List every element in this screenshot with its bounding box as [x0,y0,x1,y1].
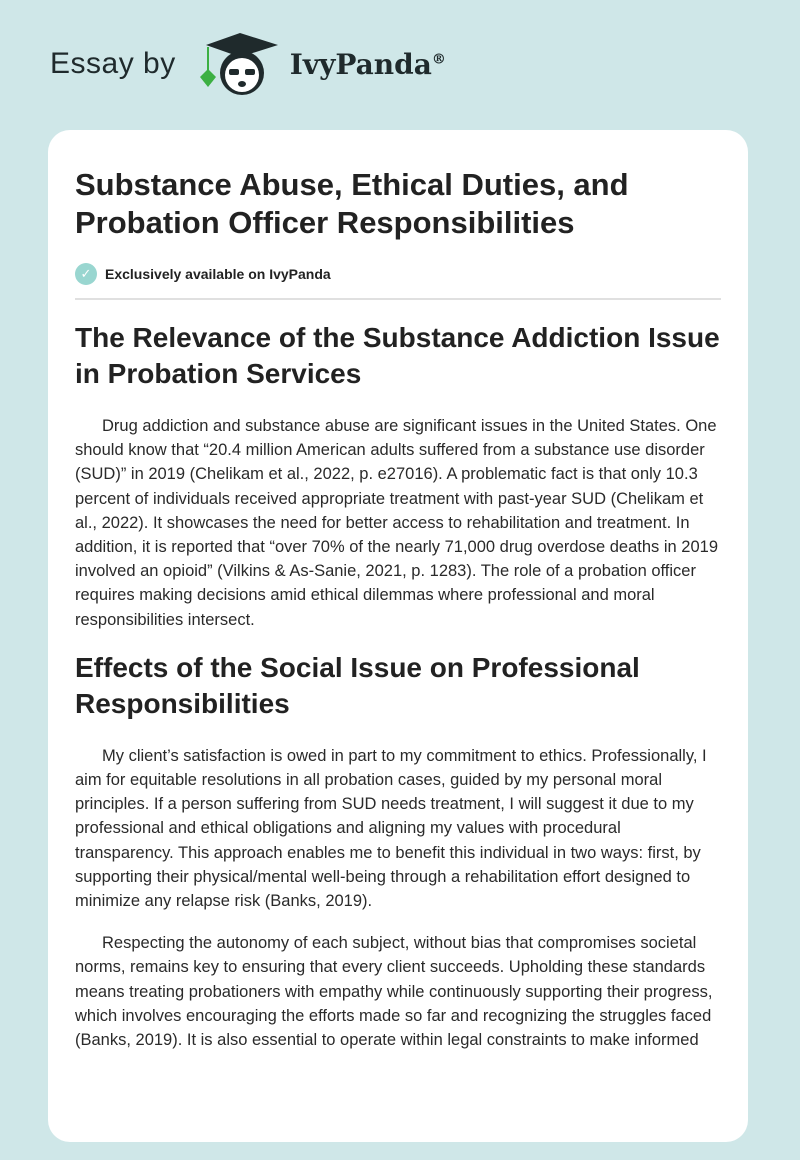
section-heading: Effects of the Social Issue on Professional Responsibilities [75,651,640,719]
paragraph: My client’s satisfaction is owed in part to my commitment to ethics. Professionally, I aim for equitable resolutions in all probation cases, guided by my personal moral principles. If a person suffering from SUD needs treatment, I will suggest it due to my professional and ethical obligations and aligning my values with procedural transparency. This approach enables me to benefit this individual in two ways: first, by supporting their physical/mental well-being through a rehabilitation effort designed to minimize any relapse risk (Banks, 2019). [75,746,707,911]
paragraph: Drug addiction and substance abuse are significant issues in the United States. One should know that “20.4 million American adults suffered from a substance use disorder (SUD)” in 2019 (Chelikam et al., 2022, p. e27016). A problematic fact is that only 10.3 percent of individuals received appropriate treatment with past-year SUD (Chelikam et al., 2022). It showcases the need for better access to rehabilitation and treatment. In addition, it is reported that “over 70% of the nearly 71,000 drug overdose deaths in 2019 involved an opioid” (Vilkins & As-Sanie, 2021, p. 1283). The role of a probation officer requires making decisions amid ethical dilemmas where professional and moral responsibilities intersect. [75,417,719,629]
essay-card [48,130,748,1142]
site-header [50,34,446,94]
ivypanda-logo-icon[interactable] [196,29,284,99]
essay-by-label: Essay by [50,47,176,80]
divider [75,298,721,300]
paragraph: Respecting the autonomy of each subject, without bias that compromises societal norms, remains key to ensuring that every client succeeds. Upholding these standards means treating probationers with empathy while continuously supporting their progress, which involves encouraging the efforts made so far and recognizing the struggles faced (Banks, 2019). It is also essential to operate within legal constraints to make informed [75,934,713,1050]
essay-title: Substance Abuse, Ethical Duties, and Probation Officer Responsibilities [75,167,629,240]
exclusive-badge [75,263,721,285]
section-heading: The Relevance of the Substance Addiction Issue in Probation Services [75,322,720,389]
brand-name[interactable] [290,48,446,81]
registered-mark: ® [431,51,446,68]
brand-text: IvyPanda [289,47,432,81]
exclusive-badge-text: Exclusively available on IvyPanda [105,266,331,282]
check-icon: ✓ [75,263,97,285]
